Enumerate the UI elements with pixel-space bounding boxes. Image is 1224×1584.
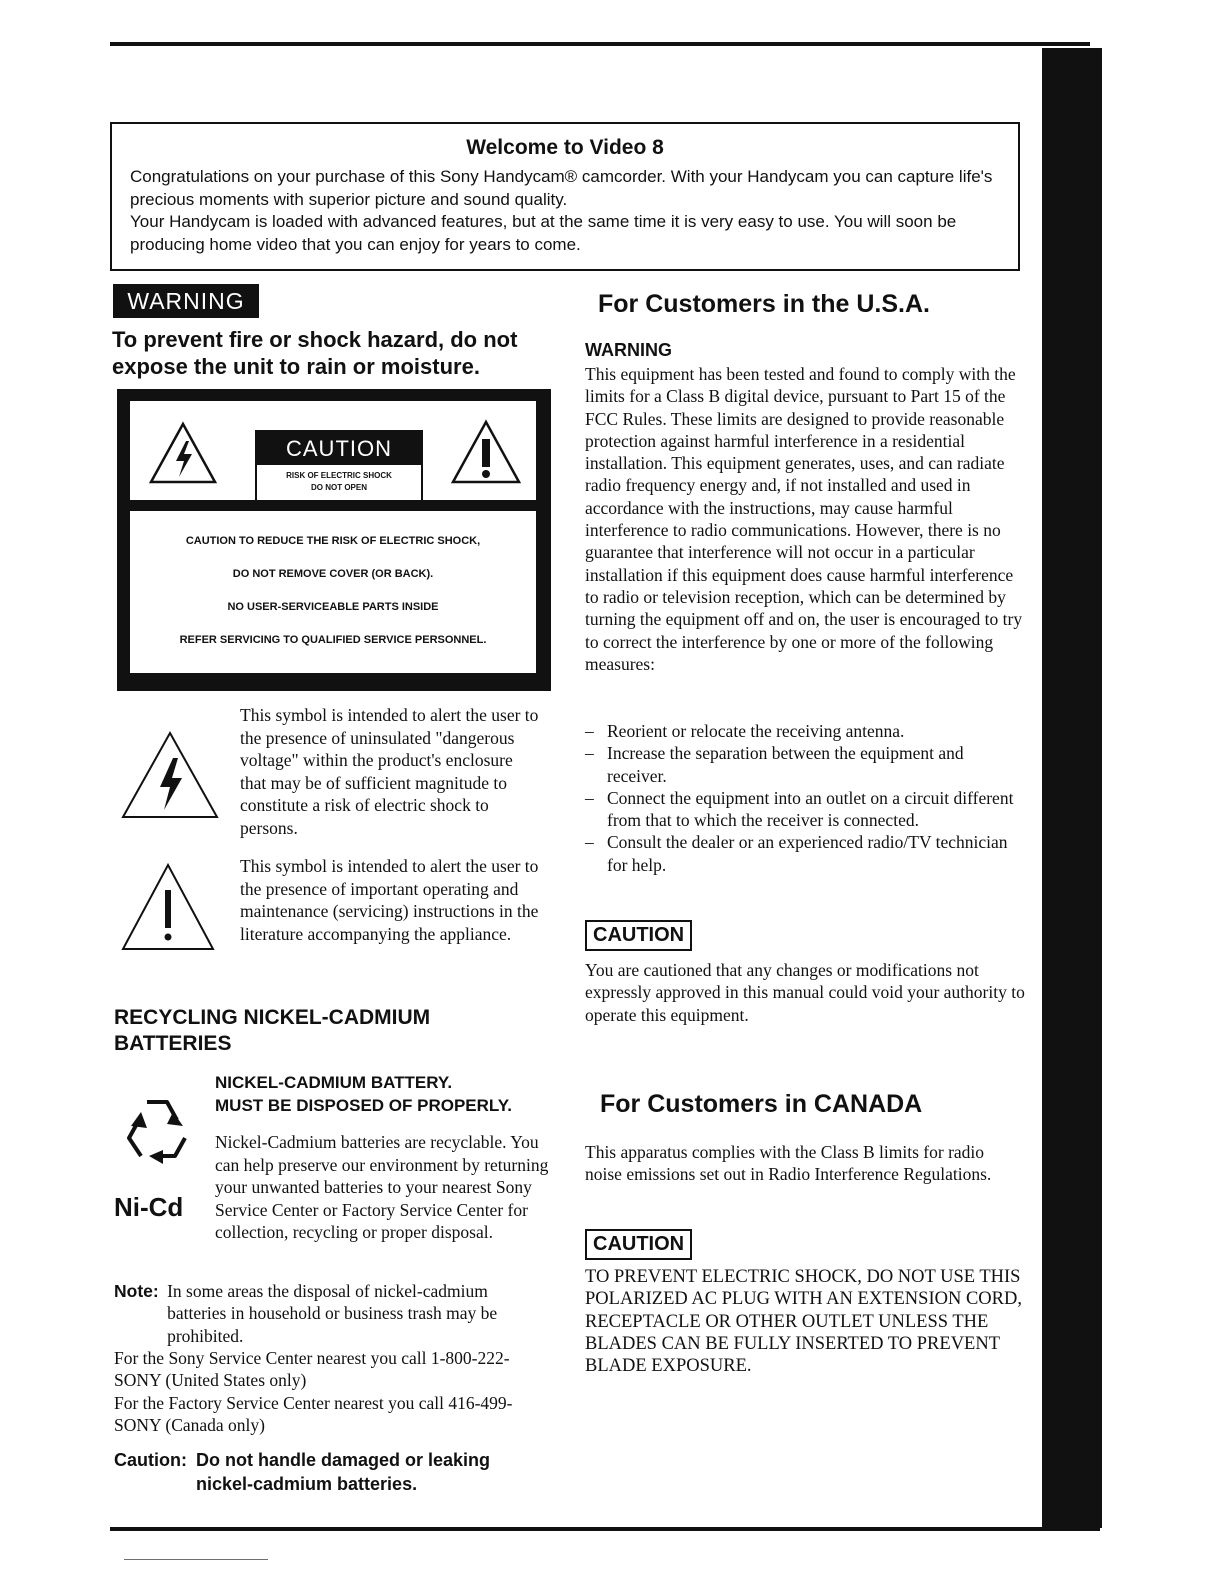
note-text: In some areas the disposal of nickel-cadmium batteries in household or business trash may be prohibited. [167,1281,498,1346]
exclamation-symbol-text: This symbol is intended to alert the user to the presence of important operating and maintenance (servicing) instructions in the literature accompanying the appliance. [240,856,539,944]
nicd-logo: Ni-Cd [114,1192,184,1222]
list-item: – Connect the equipment into an outlet on a circuit different from that to which the receiver is connected. [585,787,1025,832]
caution-sticker-line-1: RISK OF ELECTRIC SHOCK [286,471,392,480]
lightning-warning-icon [148,421,218,485]
top-rule [110,42,1090,46]
us-service-text: For the Sony Service Center nearest you call 1-800-222-SONY (United States only) [114,1348,510,1391]
welcome-title: Welcome to Video 8 [466,136,664,159]
caution-row-4: REFER SERVICING TO QUALIFIED SERVICE PERSONNEL. [179,634,487,646]
canada-body: This apparatus complies with the Class B limits for radio noise emissions set out in Radio Interference Regulations. [585,1142,992,1185]
canada-title: For Customers in CANADA [600,1090,923,1118]
caution-label-graphic [117,389,551,691]
voltage-symbol-text: This symbol is intended to alert the user to the presence of uninsulated "dangerous voltage" within the product's enclosure that may be of sufficient magnitude to constitute a risk of electric shock to persons. [240,705,539,838]
page-edge-shadow [1042,48,1102,1528]
caution-row-1: CAUTION TO REDUCE THE RISK OF ELECTRIC SHOCK, [185,535,481,547]
ca-service-text: For the Factory Service Center nearest you call 416-499-SONY (Canada only) [114,1393,513,1436]
canada-caution-text: TO PREVENT ELECTRIC SHOCK, DO NOT USE THIS POLARIZED AC PLUG WITH AN EXTENSION CORD, RECEPTACLE OR OTHER OUTLET UNLESS THE BLADES CAN BE FULLY INSERTED TO PREVENT BLADE EXPOSURE. [585,1267,1022,1377]
welcome-para-1: Congratulations on your purchase of this Sony Handycam® camcorder. With your Handycam you can capture life's precious moments with superior picture and sound quality. [130,167,993,209]
note-label: Note: [114,1281,159,1301]
usa-caution-badge: CAUTION [585,920,692,951]
caution-label-lower [130,511,536,673]
caution-label-upper [130,401,536,500]
warning-headline: To prevent fire or shock hazard, do not expose the unit to rain or moisture. [112,327,518,379]
battery-caution-text: Do not handle damaged or leaking nickel-cadmium batteries. [196,1450,491,1494]
usa-title: For Customers in the U.S.A. [598,290,930,318]
recycling-bold-line-2: MUST BE DISPOSED OF PROPERLY. [215,1096,512,1115]
lightning-symbol-icon [120,730,220,820]
caution-row-3: NO USER-SERVICEABLE PARTS INSIDE [227,601,439,613]
exclamation-warning-icon [450,419,522,485]
warning-badge: WARNING [113,284,259,318]
welcome-para-2: Your Handycam is loaded with advanced features, but at the same time it is very easy to use. You will soon be producing home video that you can enjoy for years to come. [130,212,957,254]
caution-sticker-title: CAUTION [257,432,421,465]
bottom-rule [110,1527,1100,1531]
recycling-heading: RECYCLING NICKEL-CADMIUM BATTERIES [114,1006,431,1055]
usa-warning-label: WARNING [585,340,672,360]
battery-caution-label: Caution: [114,1450,187,1470]
bottom-mark [124,1559,268,1560]
list-item: – Consult the dealer or an experienced radio/TV technician for help. [585,831,1025,876]
canada-caution-badge: CAUTION [585,1229,692,1260]
recycling-body: Nickel-Cadmium batteries are recyclable. You can help preserve our environment by returning your unwanted batteries to your nearest Sony Service Center or Factory Service Center for collection, recycling or proper disposal. [215,1132,549,1242]
exclamation-symbol-icon [120,862,216,952]
usa-measures-list [585,720,1025,876]
battery-caution [114,1448,554,1496]
welcome-box [110,122,1020,271]
list-item: – Reorient or relocate the receiving antenna. [585,720,1025,742]
list-item: – Increase the separation between the equipment and receiver. [585,742,1025,787]
caution-sticker [255,430,423,502]
caution-sticker-line-2: DO NOT OPEN [310,483,367,492]
recycle-icon [117,1094,197,1176]
usa-body: This equipment has been tested and found to comply with the limits for a Class B digital device, pursuant to Part 15 of the FCC Rules. These limits are designed to provide reasonable protection against harmful interference in a residential installation. This equipment generates, uses, and can radiate radio frequency energy and, if not installed and used in accordance with the instructions, may cause harmful interference to radio communications. However, there is no guarantee that interference will not occur in a particular installation if this equipment does cause harmful interference to radio or television reception, which can be determined by turning the equipment off and on, the user is encouraged to try to correct the interference by one or more of the following measures: [585,364,1023,674]
recycling-bold-line-1: NICKEL-CADMIUM BATTERY. [215,1073,453,1092]
recycling-note [114,1280,554,1347]
caution-row-2: DO NOT REMOVE COVER (OR BACK). [232,568,434,580]
usa-caution-text: You are cautioned that any changes or modifications not expressly approved in this manual could void your authority to operate this equipment. [585,960,1025,1025]
